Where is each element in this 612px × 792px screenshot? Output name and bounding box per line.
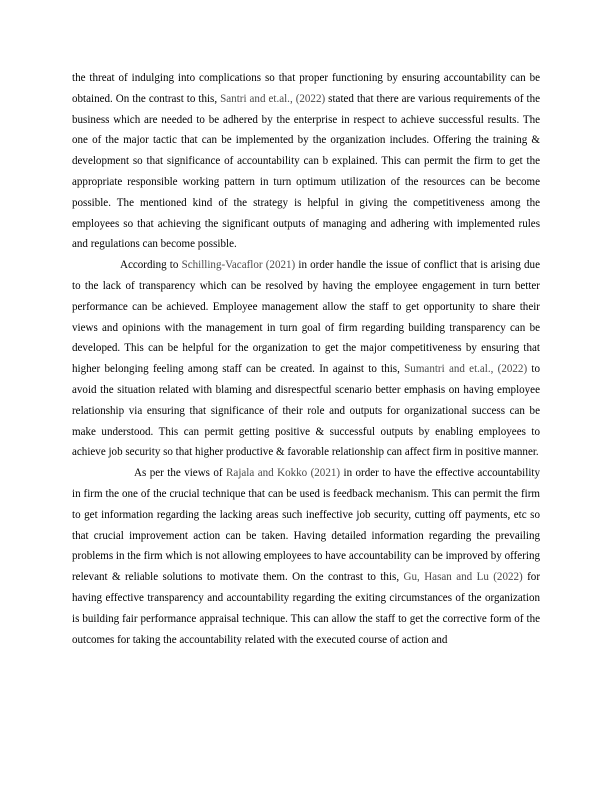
citation-sumantri-2022: Sumantri and et.al., (2022) bbox=[404, 363, 528, 376]
body-text: in order handle the issue of conflict that is arising due to the lack of transparency which can be resolved by having the employee engagement in turn better performance can be achieved. Employee management allow the staff to get opportunity to share their views and opinions with the management in turn goal of firm regarding building transparency can be developed. This can be helpful for the organization to get the major competitiveness by ensuring that higher belonging feeling among staff can be created. In against to this, bbox=[72, 259, 540, 376]
paragraph-2 bbox=[72, 255, 540, 463]
body-text: to avoid the situation related with blaming and disrespectful scenario better emphasis on having employee relationship via ensuring that significance of their role and outputs for organizational success can be make understood. This can permit getting positive & successful outputs by enabling employees to achieve job security so that higher productive & favorable relationship can affect firm in positive manner. bbox=[72, 363, 541, 459]
body-text: As per the views of bbox=[134, 467, 227, 480]
body-text: the threat of indulging into complications so that proper functioning by ensuring accountability can be obtained. On the contrast to this, bbox=[72, 72, 540, 105]
body-text: for having effective transparency and accountability regarding the exiting circumstances of the organization is building fair performance appraisal technique. This can allow the staff to get the corrective form of the outcomes for taking the accountability related with the executed course of action and bbox=[72, 571, 541, 646]
citation-rajala-kokko-2021: Rajala and Kokko (2021) bbox=[226, 467, 341, 480]
citation-schilling-vacaflor-2021: Schilling-Vacaflor (2021) bbox=[181, 259, 296, 272]
citation-gu-hasan-lu-2022: Gu, Hasan and Lu (2022) bbox=[403, 571, 523, 584]
citation-santri-2022: Santri and et.al., (2022) bbox=[220, 92, 326, 105]
body-text: in order to have the effective accountability in firm the one of the crucial technique that can be used is feedback mechanism. This can permit the firm to get information regarding the lacking areas such ineffective job security, cutting off payments, etc so that crucial improvement action can be taken. Having detailed information regarding the prevailing problems in the firm which is not allowing employees to have accountability can be improved by offering relevant & reliable solutions to motivate them. On the contrast to this, bbox=[72, 467, 540, 584]
paragraph-1 bbox=[72, 68, 540, 255]
body-text: According to bbox=[120, 259, 182, 272]
paragraph-3 bbox=[72, 463, 540, 650]
body-text: stated that there are various requirements of the business which are needed to be adhered by the enterprise in respect to achieve successful results. The one of the major tactic that can be implemented by the organization includes. Offering the training & development so that significance of accountability can b explained. This can permit the firm to get the appropriate responsible working pattern in turn optimum utilization of the resources can be become possible. The mentioned kind of the strategy is helpful in giving the competitiveness among the employees so that achieving the significant outputs of managing and adhering with implemented rules and regulations can become possible. bbox=[72, 92, 541, 251]
